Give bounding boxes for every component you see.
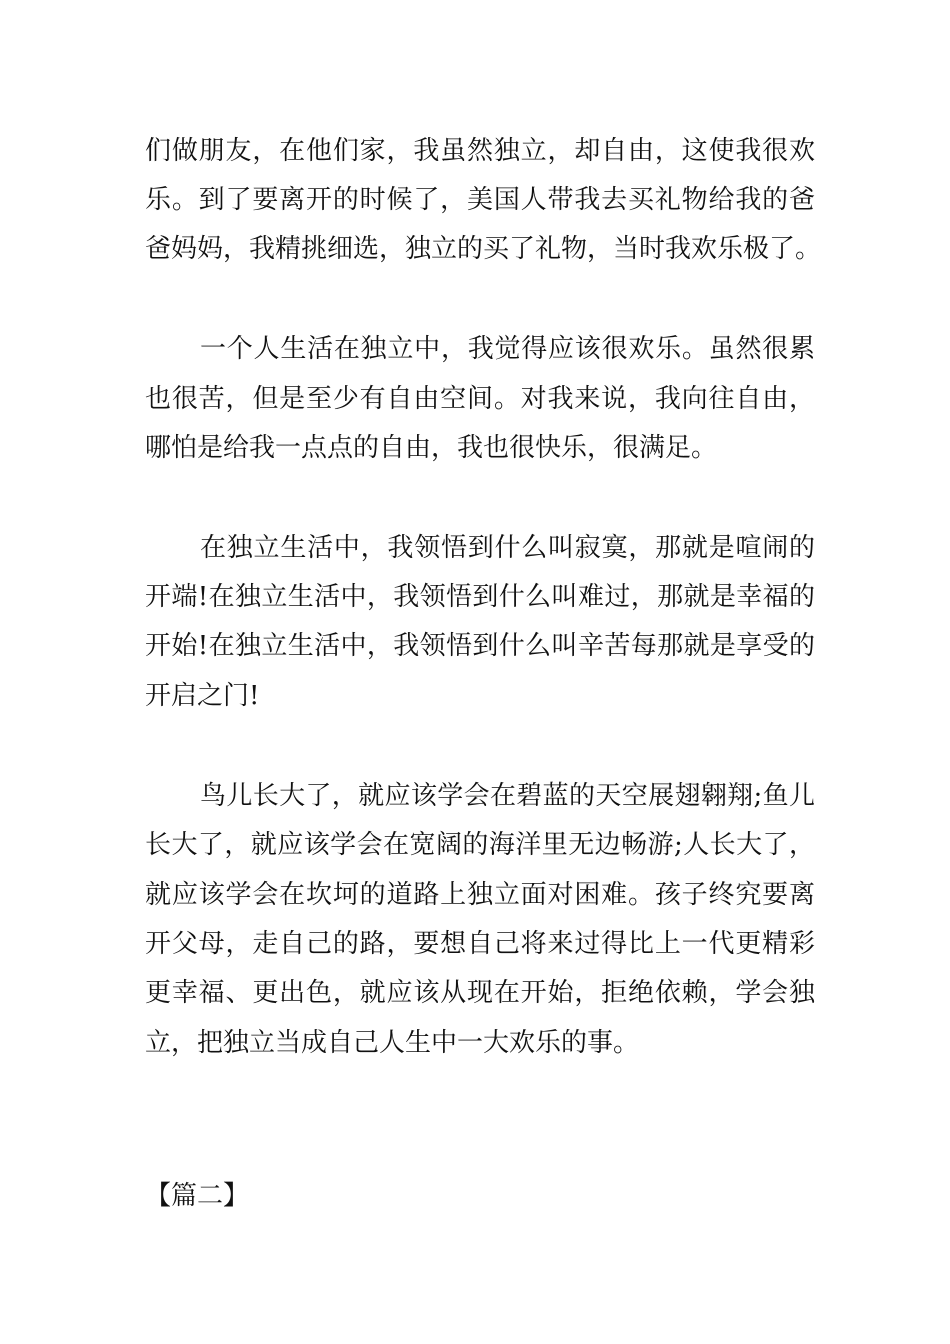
paragraph-4-line-1: 鸟儿长大了，就应该学会在碧蓝的天空展翅翱翔;鱼儿 — [200, 781, 815, 811]
section-heading: 【篇二】 — [145, 1181, 250, 1211]
paragraph-3-line-1: 在独立生活中，我领悟到什么叫寂寞，那就是喧闹的 — [200, 533, 815, 563]
paragraph-4-line-5: 更幸福、更出色，就应该从现在开始，拒绝依赖，学会独 — [145, 978, 815, 1008]
paragraph-4-line-4: 开父母，走自己的路，要想自己将来过得比上一代更精彩 — [145, 929, 815, 959]
paragraph-4-line-6: 立，把独立当成自己人生中一大欢乐的事。 — [145, 1028, 640, 1058]
paragraph-2-line-3: 哪怕是给我一点点的自由，我也很快乐，很满足。 — [145, 433, 718, 463]
paragraph-3-line-2: 开端!在独立生活中，我领悟到什么叫难过，那就是幸福的 — [145, 582, 815, 612]
paragraph-2-line-1: 一个人生活在独立中，我觉得应该很欢乐。虽然很累 — [200, 334, 815, 364]
paragraph-4-line-3: 就应该学会在坎坷的道路上独立面对困难。孩子终究要离 — [145, 880, 815, 910]
paragraph-2-line-2: 也很苦，但是至少有自由空间。对我来说，我向往自由， — [145, 384, 815, 414]
paragraph-3-line-4: 开启之门! — [145, 681, 260, 711]
paragraph-1-line-1: 们做朋友，在他们家，我虽然独立，却自由，这使我很欢 — [145, 136, 815, 166]
paragraph-3-line-3: 开始!在独立生活中，我领悟到什么叫辛苦每那就是享受的 — [145, 631, 815, 661]
paragraph-4-line-2: 长大了，就应该学会在宽阔的海洋里无边畅游;人长大了， — [145, 830, 815, 860]
paragraph-1-line-2: 乐。到了要离开的时候了，美国人带我去买礼物给我的爸 — [145, 185, 815, 215]
paragraph-1-line-3: 爸妈妈，我精挑细选，独立的买了礼物，当时我欢乐极了。 — [145, 234, 822, 264]
